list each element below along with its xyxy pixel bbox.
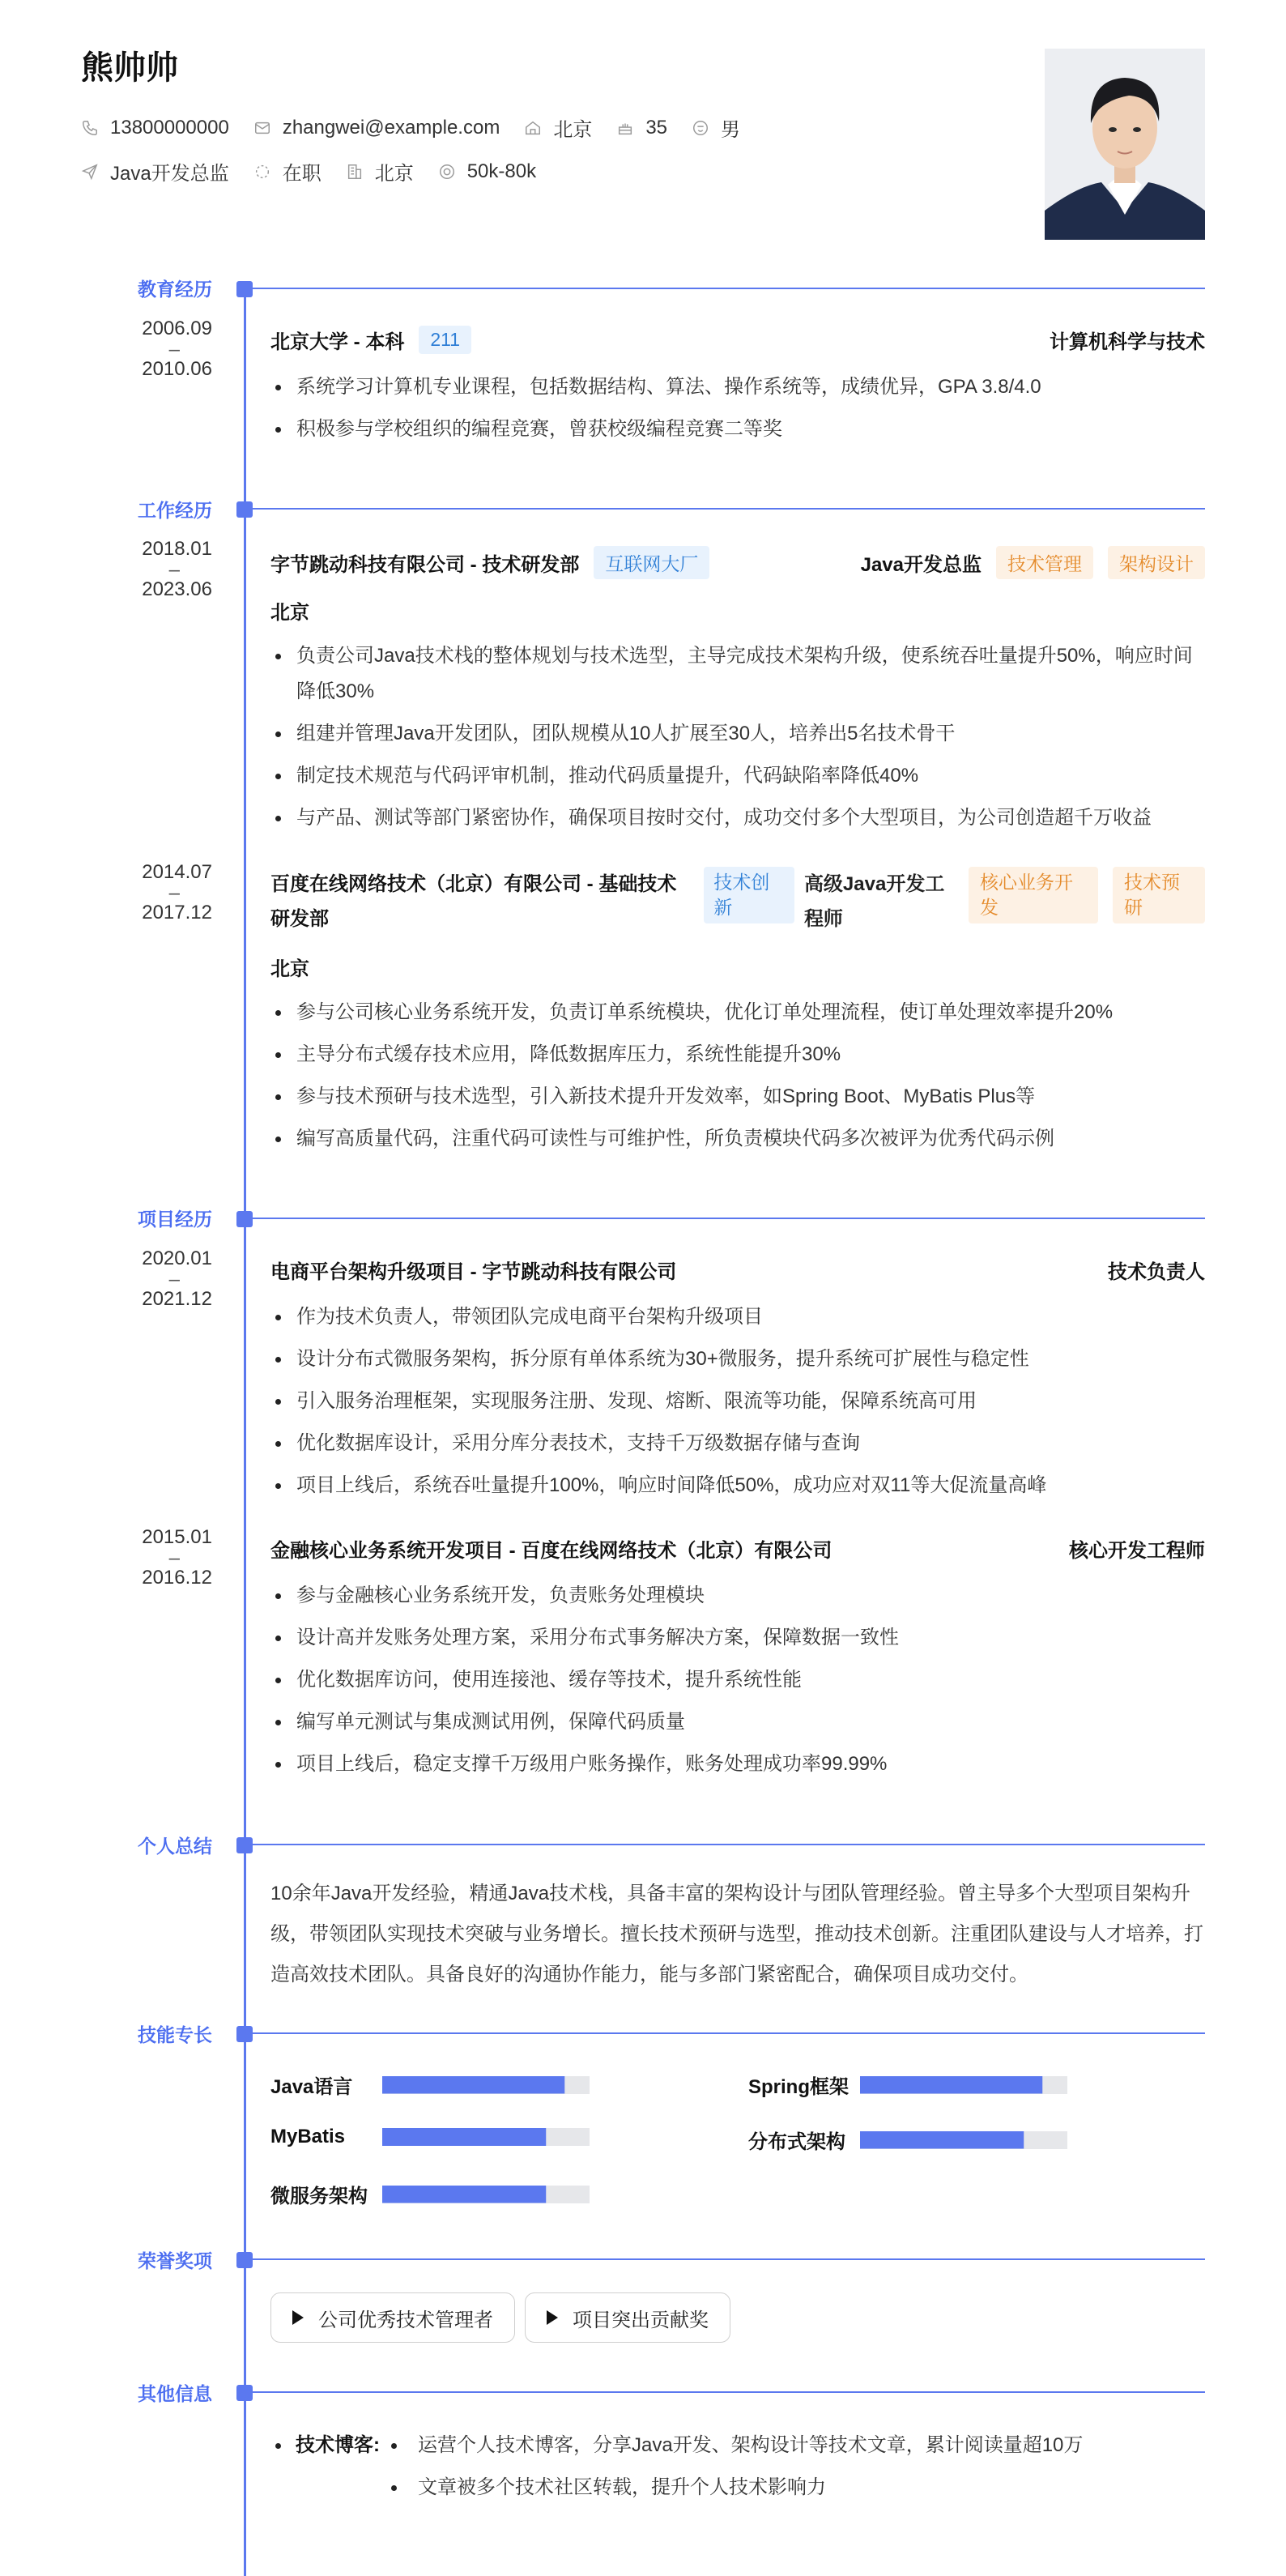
status-item (253, 157, 322, 186)
project-header-2 (270, 1534, 1205, 1563)
email-value: zhangwei@example.com (282, 116, 500, 139)
project-role: 技术负责人 (1108, 1261, 1205, 1283)
contact-row (81, 113, 764, 142)
status-value: 在职 (282, 163, 322, 185)
date-start: 2006.09 (142, 318, 212, 339)
company-name: 百度在线网络技术（北京）有限公司 - 基础技术研发部 (270, 873, 677, 930)
skill-item (270, 2180, 590, 2208)
date-start: 2018.01 (142, 538, 212, 560)
date-start: 2015.01 (142, 1526, 212, 1548)
date-start: 2020.01 (142, 1247, 212, 1269)
project-header-1 (270, 1256, 1205, 1284)
work-header-2 (270, 867, 1205, 936)
skill-bar (860, 2131, 1067, 2149)
work-bullets-1 (270, 638, 1205, 842)
section-divider (245, 508, 1205, 510)
major: 计算机科学与技术 (1050, 331, 1205, 353)
school-tag: 211 (419, 326, 471, 354)
list-item: 参与技术预研与技术选型，引入新技术提升开发效率，如Spring Boot、MyBatis Plus等 (270, 1079, 1205, 1115)
skill-name: 微服务架构 (270, 2186, 368, 2207)
skill-item (270, 2071, 590, 2099)
award-chip (525, 2292, 730, 2343)
skill-bar-fill (382, 2076, 564, 2094)
section-divider (245, 2032, 1205, 2034)
skill-item (270, 2126, 590, 2148)
phone-icon (81, 119, 99, 137)
company-name: 字节跳动科技有限公司 - 技术研发部 (270, 554, 580, 576)
skill-item (748, 2126, 1067, 2154)
skill-bar-fill (860, 2131, 1024, 2149)
skill-name: Java语言 (270, 2076, 353, 2098)
section-marker (236, 501, 253, 518)
list-item: 设计分布式微服务架构，拆分原有单体系统为30+微服务，提升系统可扩展性与稳定性 (270, 1341, 1205, 1377)
work-city-2: 北京 (270, 958, 309, 980)
award-label: 项目突出贡献奖 (573, 2309, 709, 2331)
timeline-line (244, 288, 246, 2576)
cake-icon (616, 119, 634, 137)
skill-bar-fill (860, 2076, 1042, 2094)
company-tag: 技术创新 (704, 867, 794, 923)
other-row-1 (270, 2429, 1083, 2457)
date-start: 2014.07 (142, 861, 212, 883)
skill-bar-fill (382, 2128, 546, 2146)
award-label: 公司优秀技术管理者 (318, 2309, 493, 2331)
award-chip (270, 2292, 515, 2343)
list-item: 项目上线后，系统吞吐量提升100%，响应时间降低50%，成功应对双11等大促流量高峰 (270, 1468, 1205, 1503)
date-end: 2017.12 (142, 902, 212, 924)
age-item (616, 117, 667, 139)
position-title: Java开发总监 (860, 554, 982, 576)
work-header-1 (270, 546, 1205, 579)
job-title-value: Java开发总监 (110, 163, 229, 185)
position-tag: 技术预研 (1113, 867, 1205, 923)
other-item: 运营个人技术博客，分享Java开发、架构设计等技术文章，累计阅读量超10万 (418, 2434, 1084, 2456)
profile-photo (1045, 49, 1205, 240)
other-row-2 (391, 2471, 826, 2499)
location-value: 北京 (553, 119, 593, 141)
section-marker (236, 2252, 253, 2268)
section-title-work: 工作经历 (138, 500, 212, 521)
candidate-name: 熊帅帅 (81, 50, 178, 86)
project-bullets-2 (270, 1578, 1205, 1789)
section-title-summary: 个人总结 (138, 1836, 212, 1857)
section-marker (236, 2026, 253, 2042)
project-date-2: 2015.01 – 2016.12 (142, 1526, 212, 1589)
section-marker (236, 1837, 253, 1853)
section-marker (236, 281, 253, 297)
date-end: 2016.12 (142, 1567, 212, 1589)
list-item: 系统学习计算机专业课程，包括数据结构、算法、操作系统等，成绩优异，GPA 3.8/4.0 (270, 369, 1205, 405)
position-tag: 核心业务开发 (969, 867, 1098, 923)
list-item: 编写高质量代码，注重代码可读性与可维护性，所负责模块代码多次被评为优秀代码示例 (270, 1121, 1205, 1157)
project-date-1: 2020.01 – 2021.12 (142, 1247, 212, 1311)
phone-value: 13800000000 (110, 116, 229, 139)
list-item: 优化数据库设计，采用分库分表技术，支持千万级数据存储与查询 (270, 1426, 1205, 1461)
list-item: 编写单元测试与集成测试用例，保障代码质量 (270, 1704, 1205, 1740)
section-divider (245, 288, 1205, 289)
position-tag: 技术管理 (996, 546, 1093, 579)
list-item: 主导分布式缓存技术应用，降低数据库压力，系统性能提升30% (270, 1037, 1205, 1073)
building-icon (346, 163, 364, 181)
section-marker (236, 1211, 253, 1227)
job-title-item (81, 157, 229, 186)
education-header (270, 326, 1205, 354)
person-icon (692, 119, 709, 137)
list-item: 组建并管理Java开发团队，团队规模从10人扩展至30人，培养出5名技术骨干 (270, 716, 1205, 752)
age-value: 35 (645, 116, 668, 139)
date-end: 2010.06 (142, 358, 212, 381)
list-item: 项目上线后，稳定支撑千万级用户账务操作，账务处理成功率99.99% (270, 1746, 1205, 1782)
list-item: 参与公司核心业务系统开发，负责订单系统模块，优化订单处理流程，使订单处理效率提升20% (270, 995, 1205, 1030)
play-icon (547, 2310, 558, 2325)
city-item (346, 157, 414, 186)
list-item: 设计高并发账务处理方案，采用分布式事务解决方案，保障数据一致性 (270, 1620, 1205, 1656)
work-bullets-2 (270, 995, 1205, 1163)
send-icon (81, 163, 99, 181)
email-item (253, 117, 500, 139)
other-item: 文章被多个技术社区转载，提升个人技术影响力 (418, 2476, 826, 2498)
work-date-1: 2018.01 – 2023.06 (142, 538, 212, 601)
section-title-projects: 项目经历 (138, 1209, 212, 1230)
skill-item (748, 2071, 1067, 2099)
coin-icon (438, 163, 456, 181)
other-key: 技术博客: (296, 2434, 380, 2456)
list-item: 作为技术负责人，带领团队完成电商平台架构升级项目 (270, 1299, 1205, 1335)
list-item: 引入服务治理框架，实现服务注册、发现、熔断、限流等功能，保障系统高可用 (270, 1384, 1205, 1419)
list-item: 积极参与学校组织的编程竞赛，曾获校级编程竞赛二等奖 (270, 412, 1205, 447)
salary-item (438, 160, 536, 183)
location-item (524, 113, 592, 142)
project-role: 核心开发工程师 (1069, 1540, 1205, 1562)
skill-name: 分布式架构 (748, 2131, 845, 2153)
list-item: 参与金融核心业务系统开发，负责账务处理模块 (270, 1578, 1205, 1614)
project-bullets-1 (270, 1299, 1205, 1510)
loader-icon (253, 163, 271, 181)
list-item: 与产品、测试等部门紧密协作，确保项目按时交付，成功交付多个大型项目，为公司创造超千万收益 (270, 800, 1205, 836)
list-item: 优化数据库访问，使用连接池、缓存等技术，提升系统性能 (270, 1662, 1205, 1698)
home-icon (524, 119, 542, 137)
section-divider (245, 2258, 1205, 2260)
company-tag: 互联网大厂 (594, 546, 709, 579)
project-title: 电商平台架构升级项目 - 字节跳动科技有限公司 (270, 1261, 677, 1283)
city-value: 北京 (374, 163, 414, 185)
skill-name: Spring框架 (748, 2076, 849, 2098)
section-title-awards: 荣誉奖项 (138, 2250, 212, 2271)
list-item: 负责公司Java技术栈的整体规划与技术选型，主导完成技术架构升级，使系统吞吐量提升50%，响应时间降低30% (270, 638, 1205, 710)
section-marker (236, 2385, 253, 2401)
salary-value: 50k-80k (466, 160, 537, 182)
position-group (861, 546, 1205, 579)
section-divider (245, 1844, 1205, 1845)
project-title: 金融核心业务系统开发项目 - 百度在线网络技术（北京）有限公司 (270, 1540, 832, 1562)
skill-bar (382, 2076, 590, 2094)
school-name: 北京大学 - 本科 (270, 331, 405, 353)
play-icon (292, 2310, 304, 2325)
gender-value: 男 (721, 119, 741, 141)
skill-bar-fill (382, 2186, 546, 2203)
skill-bar (860, 2076, 1067, 2094)
skill-name: MyBatis (270, 2126, 346, 2147)
section-divider (245, 2391, 1205, 2393)
work-date-2: 2014.07 – 2017.12 (142, 861, 212, 924)
summary-text: 10余年Java开发经验，精通Java技术栈，具备丰富的架构设计与团队管理经验。曾主导多个大型项目架构升级，带领团队实现技术突破与业务增长。擅长技术预研与选型，推动技术创新。注重团队建设与人才培养，打造高效技术团队。具备良好的沟通协作能力，能与多部门紧密配合，确保项目成功交付。 (270, 1883, 1203, 1985)
skill-bar (382, 2186, 590, 2203)
position-title: 高级Java开发工程师 (803, 873, 945, 930)
section-title-other: 其他信息 (138, 2383, 212, 2404)
mail-icon (253, 119, 271, 137)
position-group (954, 867, 1205, 923)
section-title-skills: 技能专长 (138, 2024, 212, 2045)
work-city-1: 北京 (270, 602, 309, 624)
education-date: 2006.09 – 2010.06 (142, 318, 212, 381)
section-title-education: 教育经历 (138, 279, 212, 300)
skill-bar (382, 2128, 590, 2146)
section-divider (245, 1218, 1205, 1219)
gender-item (692, 113, 740, 142)
job-row (81, 157, 560, 186)
list-item: 制定技术规范与代码评审机制，推动代码质量提升，代码缺陷率降低40% (270, 758, 1205, 794)
date-end: 2021.12 (142, 1288, 212, 1311)
phone-item (81, 117, 229, 139)
education-bullets (270, 369, 1205, 454)
position-tag: 架构设计 (1108, 546, 1205, 579)
date-end: 2023.06 (142, 578, 212, 601)
